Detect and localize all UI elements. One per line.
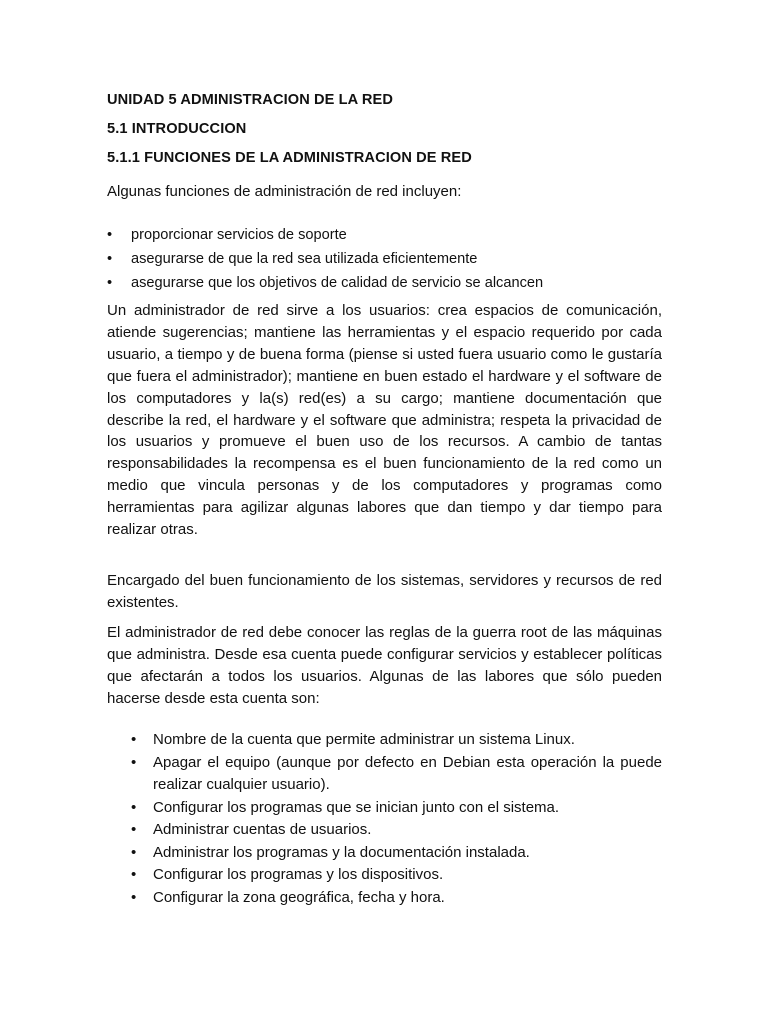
- list-item: [131, 842, 662, 865]
- list-item: [131, 819, 662, 842]
- section-heading: 5.1 INTRODUCCION: [107, 121, 247, 137]
- functions-list: [107, 225, 543, 297]
- list-item-text: Nombre de la cuenta que permite administrar un sistema Linux.: [153, 731, 575, 748]
- list-item: [107, 273, 543, 297]
- subsection-heading: 5.1.1 FUNCIONES DE LA ADMINISTRACION DE RED: [107, 150, 472, 166]
- list-item: [107, 225, 543, 249]
- bullet-icon: •: [107, 227, 113, 243]
- intro-text: Algunas funciones de administración de red incluyen:: [107, 183, 462, 200]
- paragraph-administrator-role: Un administrador de red sirve a los usuarios: crea espacios de comunicación, atiende sugerencias; mantiene las herramientas y el espacio requerido por cada usuario, a tiempo y de buena forma (piense si usted fuera usuario como le gustaría que fuera el administrador); mantiene en buen estado el hardware y el software de los computadores y la(s) red(es) a su cargo; mantiene documentación que describe la red, el hardware y el software que administra; respeta la privacidad de los usuarios y promueve el buen uso de los recursos. A cambio de tantas responsabilidades la recompensa es el buen funcionamiento de la red como un medio que vincula personas y de los computadores y programas como herramientas para agilizar algunas labores que dan tiempo y dar tiempo para realizar otras.: [107, 302, 662, 539]
- list-item: [131, 887, 662, 910]
- bullet-icon: •: [131, 888, 137, 906]
- list-item-text: Configurar los programas y los dispositivos.: [153, 866, 444, 883]
- bullet-icon: •: [131, 821, 137, 838]
- bullet-icon: •: [107, 275, 113, 291]
- bullet-icon: •: [131, 798, 137, 816]
- unit-heading: UNIDAD 5 ADMINISTRACION DE LA RED: [107, 92, 393, 108]
- bullet-icon: •: [131, 843, 137, 861]
- list-item-text: asegurarse de que la red sea utilizada eficientemente: [131, 251, 478, 267]
- list-item: [107, 249, 543, 273]
- list-item: [131, 797, 662, 820]
- list-item-text: asegurarse que los objetivos de calidad de servicio se alcancen: [131, 275, 544, 291]
- list-item: [131, 864, 662, 887]
- bullet-icon: •: [131, 731, 137, 748]
- list-item-text: Configurar la zona geográfica, fecha y hora.: [153, 888, 445, 906]
- paragraph-root-account: El administrador de red debe conocer las reglas de la guerra root de las máquinas que administra. Desde esa cuenta puede configurar servicios y establecer políticas que afectarán a todos los usuarios. Algunas de las labores que sólo pueden hacerse desde esta cuenta son:: [107, 624, 662, 707]
- list-item-text: Apagar el equipo (aunque por defecto en Debian esta operación la puede realizar cualquier usuario).: [153, 753, 662, 793]
- bullet-icon: •: [107, 251, 113, 267]
- paragraph-responsibility: Encargado del buen funcionamiento de los sistemas, servidores y recursos de red existentes.: [107, 572, 662, 611]
- bullet-icon: •: [131, 753, 137, 771]
- list-item-text: Configurar los programas que se inician junto con el sistema.: [153, 798, 560, 816]
- list-item: [131, 729, 662, 752]
- root-tasks-list: [131, 729, 662, 909]
- list-item-text: Administrar los programas y la documentación instalada.: [153, 843, 530, 861]
- list-item-text: Administrar cuentas de usuarios.: [153, 821, 372, 838]
- list-item-text: proporcionar servicios de soporte: [131, 227, 347, 243]
- bullet-icon: •: [131, 866, 137, 883]
- list-item: [131, 752, 662, 797]
